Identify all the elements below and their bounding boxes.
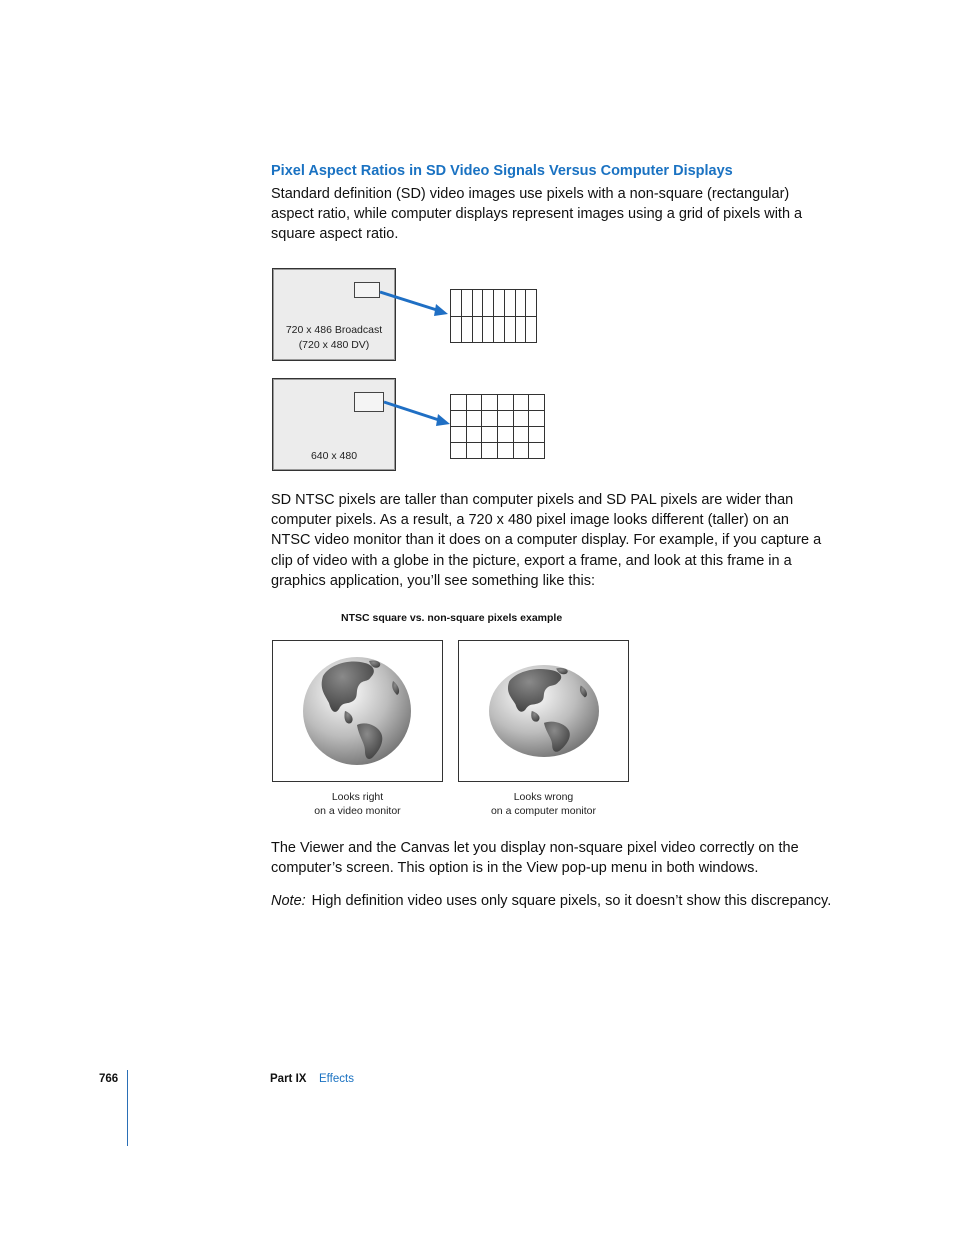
computer-label: 640 x 480 xyxy=(310,450,358,462)
caption-wrong-line1: Looks wrong xyxy=(513,791,574,803)
computer-grid-cell xyxy=(528,394,545,411)
computer-grid-cell xyxy=(466,426,483,443)
computer-grid-cell xyxy=(497,426,514,443)
broadcast-pixel-region xyxy=(354,282,380,298)
broadcast-grid-cell xyxy=(525,316,537,344)
computer-grid-cell xyxy=(497,394,514,411)
footer-part: Part IX xyxy=(270,1073,307,1085)
intro-paragraph: Standard definition (SD) video images use pixels with a non-square (rectangular) aspect ratio, while computer displays represent images using a grid of pixels with a square aspect ratio. xyxy=(271,186,803,243)
computer-grid-cell xyxy=(528,410,545,427)
broadcast-label xyxy=(273,323,395,353)
computer-grid-cell xyxy=(466,410,483,427)
computer-pixel-region xyxy=(354,392,384,412)
footer-section-link[interactable]: Effects xyxy=(319,1073,354,1085)
broadcast-pixel-grid xyxy=(450,289,536,342)
computer-grid-cell xyxy=(513,394,530,411)
computer-grid-cell xyxy=(450,410,467,427)
computer-screen xyxy=(272,378,396,471)
computer-grid-cell xyxy=(450,426,467,443)
caption-wrong xyxy=(458,790,629,818)
computer-grid-cell xyxy=(528,442,545,459)
caption-correct xyxy=(272,790,443,818)
computer-grid-cell xyxy=(513,426,530,443)
page-number: 766 xyxy=(99,1073,119,1085)
computer-grid-cell xyxy=(481,394,498,411)
globe-box-correct xyxy=(272,640,443,782)
computer-grid-cell xyxy=(513,442,530,459)
ntsc-paragraph: SD NTSC pixels are taller than computer pixels and SD PAL pixels are wider than computer pixels. As a result, a 720 x 480 pixel image looks different (taller) on an NTSC video monitor than it does on a computer display. For example, if you capture a clip of video with a globe in the picture, export a frame, and look at this frame in a graphics application, you’ll see something like this: xyxy=(271,492,822,589)
computer-grid-cell xyxy=(481,410,498,427)
computer-pixel-grid xyxy=(450,394,544,458)
broadcast-arrow xyxy=(378,288,450,320)
computer-grid-cell xyxy=(466,394,483,411)
computer-grid-cell xyxy=(528,426,545,443)
globe-box-wrong xyxy=(458,640,629,782)
computer-grid-cell xyxy=(513,410,530,427)
caption-correct-line1: Looks right xyxy=(331,791,384,803)
note-paragraph xyxy=(271,891,846,911)
note-text: High definition video uses only square pixels, so it doesn’t show this discrepancy. xyxy=(311,893,832,909)
viewer-paragraph: The Viewer and the Canvas let you display non-square pixel video correctly on the computer’s screen. This option is in the View pop-up menu in both windows. xyxy=(271,840,799,877)
broadcast-label-line1: 720 x 486 Broadcast xyxy=(285,324,383,336)
computer-grid-cell xyxy=(481,426,498,443)
computer-grid-cell xyxy=(497,410,514,427)
note-label: Note: xyxy=(271,893,306,909)
computer-grid-cell xyxy=(450,442,467,459)
computer-grid-cell xyxy=(466,442,483,459)
computer-arrow xyxy=(382,398,452,430)
figure-caption: NTSC square vs. non-square pixels example xyxy=(341,612,563,624)
footer-divider xyxy=(127,1070,128,1146)
section-heading: Pixel Aspect Ratios in SD Video Signals Versus Computer Displays xyxy=(271,163,733,179)
broadcast-grid-cell xyxy=(525,289,537,317)
caption-correct-line2: on a video monitor xyxy=(314,805,401,817)
caption-wrong-line2: on a computer monitor xyxy=(490,805,597,817)
computer-grid-cell xyxy=(497,442,514,459)
computer-grid-cell xyxy=(481,442,498,459)
computer-grid-cell xyxy=(450,394,467,411)
globe-image-correct xyxy=(273,641,442,781)
broadcast-label-line2: (720 x 480 DV) xyxy=(298,339,370,351)
globe-image-wrong xyxy=(459,641,628,781)
